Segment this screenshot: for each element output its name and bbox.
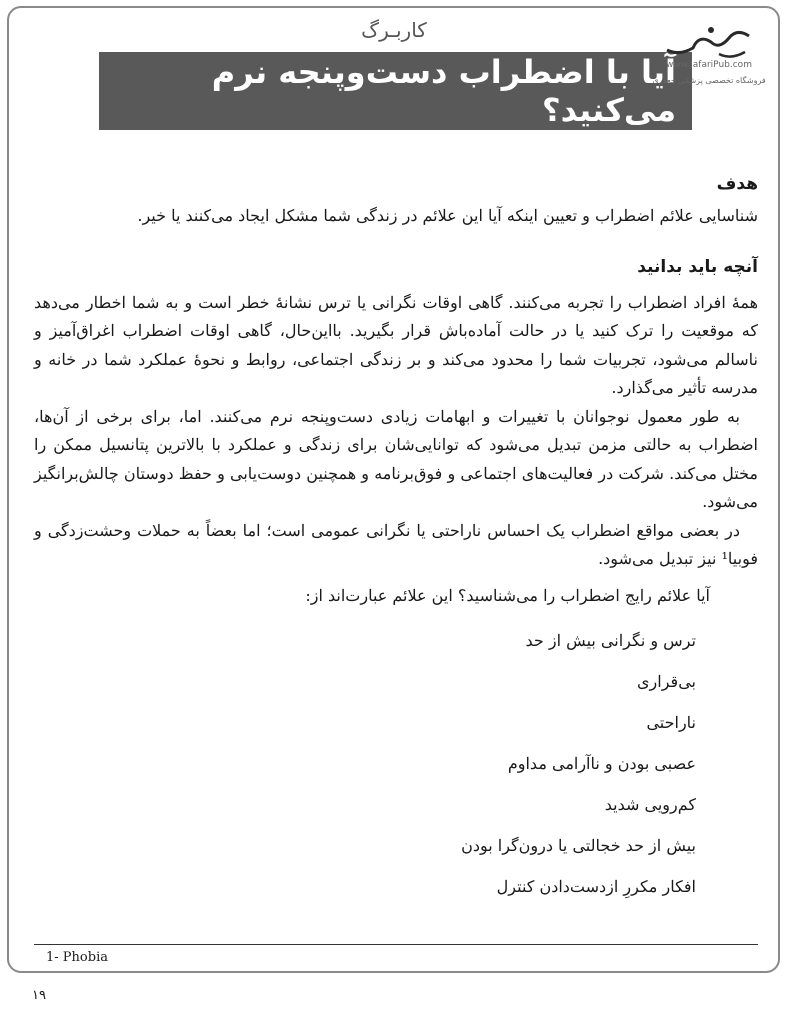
goal-text: شناسایی علائم اضطراب و تعیین اینکه آیا این علائم در زندگی شما مشکل ایجاد می‌کنند یا خیر.	[137, 206, 758, 225]
worksheet-content	[34, 162, 758, 915]
symptom-item: کم‌رویی شدید	[604, 795, 696, 814]
symptom-item: ناراحتی	[646, 713, 696, 732]
logo-subtitle: فروشگاه تخصصی پزشکی جعفری	[652, 76, 766, 85]
symptom-item: بی‌قراری	[637, 672, 696, 691]
know-paragraph-1: همهٔ افراد اضطراب را تجربه می‌کنند. گاهی اوقات نگرانی یا ترس نشانهٔ خطر است و به شما اخطار می‌دهد که موقعیت را ترک کنید یا در حالت آماده‌باش قرار بگیرید. بااین‌حال، گاهی اوقات اضطراب اغراق‌آمیز و ناسالم می‌شود، تجربیات شما را محدود می‌کند و بر زندگی اجتماعی، روابط و نحوهٔ عملکرد شما در خانه و مدرسه تأثیر می‌گذارد.	[34, 292, 759, 397]
logo-mark-icon	[659, 20, 759, 64]
goal-heading: هدف	[716, 174, 758, 194]
page-number: ۱۹	[32, 988, 46, 1003]
know-paragraph-2: به طور معمول نوجوانان با تغییرات و ابهامات زیادی دست‌وپنجه نرم می‌کنند. اما، برای برخی از آن‌ها، اضطراب به حالتی مزمن تبدیل می‌شود که توانایی‌شان برای زندگی و عملکرد با بالاترین پتانسیل ممکن را مختل می‌کند. شرکت در فعالیت‌های اجتماعی و فوق‌برنامه و همچنین دوست‌یابی و حفظ دوستان چالش‌برانگیز می‌شود.	[34, 406, 758, 511]
symptom-item: افکار مکررِ ازدست‌دادن کنترل	[496, 877, 696, 896]
symptom-item: عصبی بودن و ناآرامی مداوم	[507, 754, 696, 773]
logo-url: www.JafariPub.com	[666, 60, 752, 70]
symptoms-list	[34, 628, 758, 900]
footnote-divider	[34, 944, 758, 945]
publisher-logo	[650, 20, 768, 100]
section-title: کاربـرگ	[361, 18, 427, 42]
know-paragraph-3: در بعضی مواقع اضطراب یک احساس ناراحتی یا نگرانی عمومی است؛ اما بعضاً به حملات وحشت‌زدگی و فوبیا¹ نیز تبدیل می‌شود.	[34, 520, 758, 568]
page-title: آیا با اضطراب دست‌وپنجه نرم می‌کنید؟	[211, 53, 676, 129]
symptom-item: ترس و نگرانی بیش از حد	[525, 631, 696, 650]
symptoms-question: آیا علائم رایج اضطراب را می‌شناسید؟ این علائم عبارت‌اند از:	[305, 585, 710, 605]
title-banner	[99, 52, 692, 130]
footnote: 1- Phobia	[46, 950, 108, 965]
know-heading: آنچه باید بدانید	[637, 256, 758, 277]
symptom-item: بیش از حد خجالتی یا درون‌گرا بودن	[461, 836, 696, 855]
